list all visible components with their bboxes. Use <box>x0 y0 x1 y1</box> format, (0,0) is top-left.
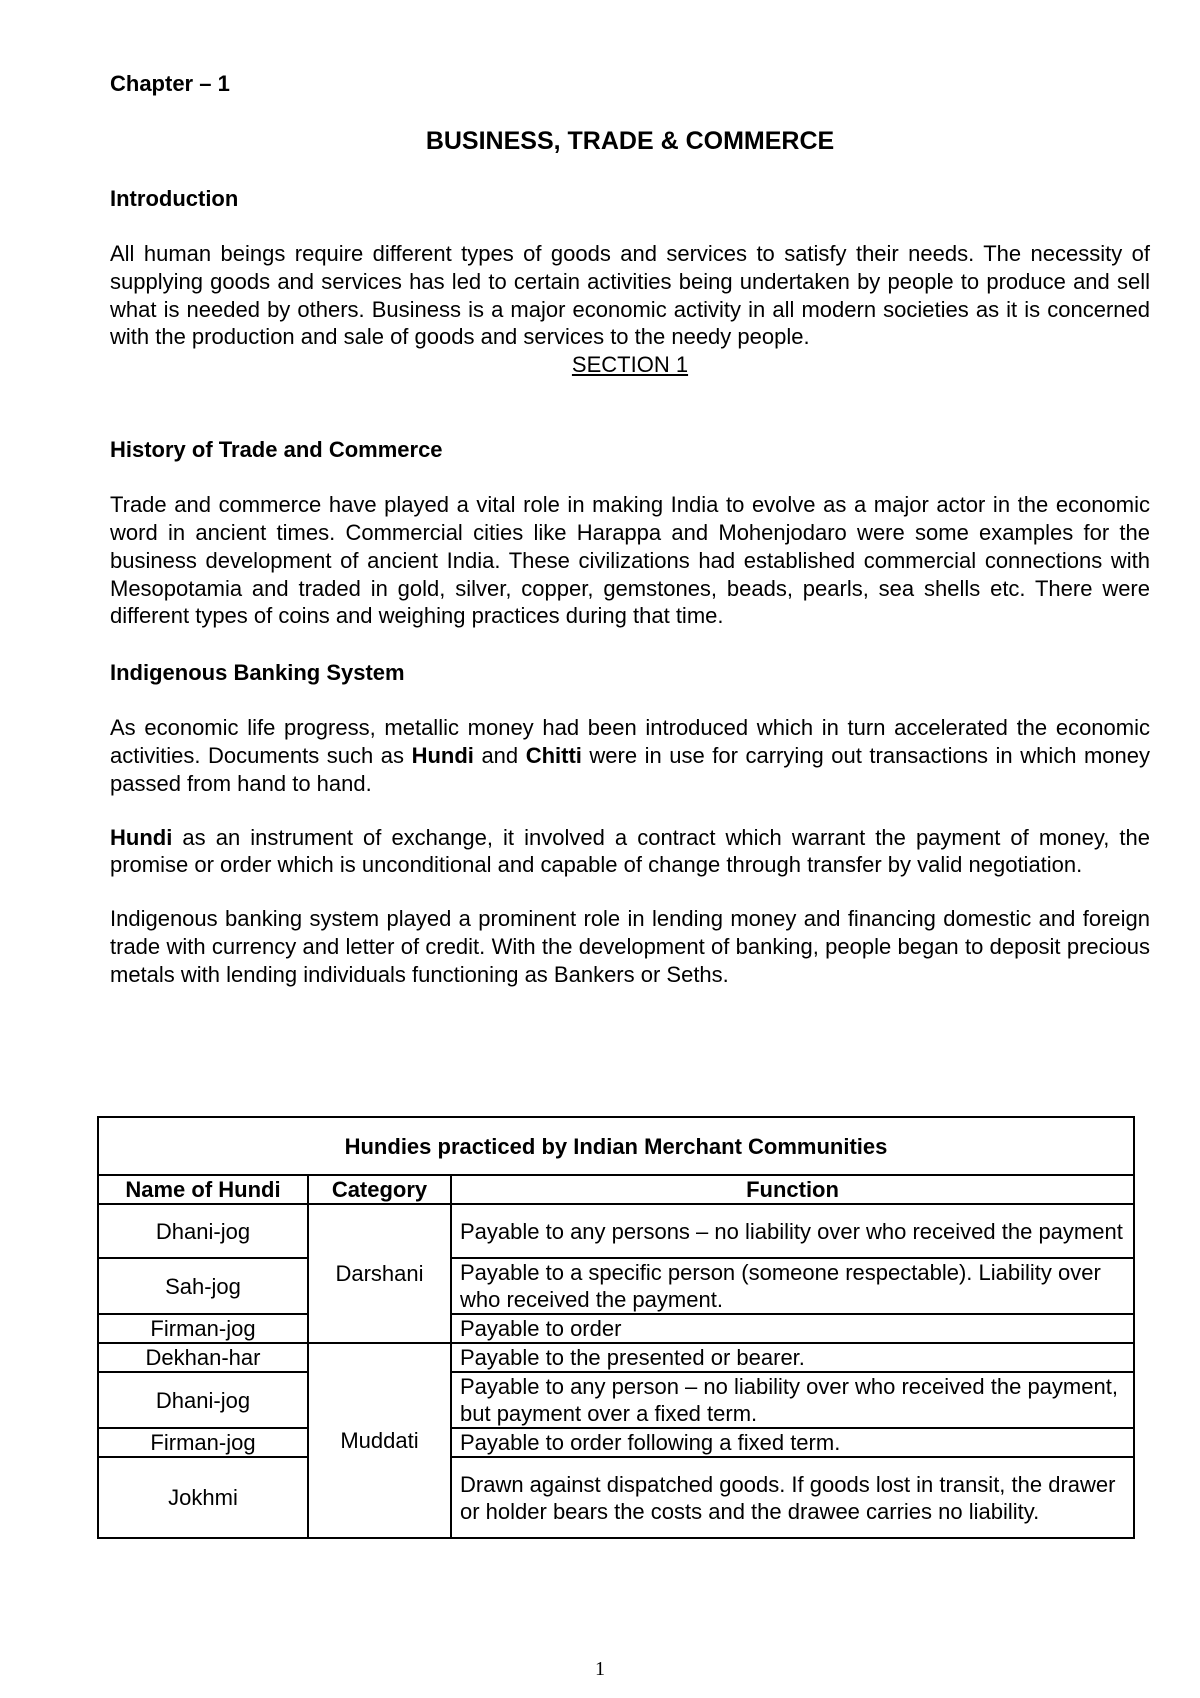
table-row <box>98 1372 1134 1428</box>
intro-paragraph: All human beings require different types of goods and services to satisfy their needs. The necessity of supplying goods and services has led to certain activities being undertaken by people to produce and sell what is needed by others. Business is a major economic activity in all modern societies as it is concerned with the production and sale of goods and services to the needy people. <box>110 241 1150 350</box>
hundi-name: Jokhmi <box>98 1457 308 1538</box>
hundi-name: Dekhan-har <box>98 1343 308 1372</box>
hundi-function: Payable to order <box>451 1314 1134 1343</box>
hundi-name: Dhani-jog <box>98 1372 308 1428</box>
table-caption: Hundies practiced by Indian Merchant Communities <box>98 1117 1134 1175</box>
banking-paragraph-1: As economic life progress, metallic money had been introduced which in turn accelerated the economic activities. Documents such as Hundi and Chitti were in use for carrying out transactions in which money passed from hand to hand. <box>110 715 1151 796</box>
hundi-name: Firman-jog <box>98 1428 308 1457</box>
hundi-function: Payable to a specific person (someone respectable). Liability over who received the payment. <box>451 1258 1134 1314</box>
section-label: SECTION 1 <box>571 352 689 378</box>
table-row <box>98 1343 1134 1372</box>
header-category: Category <box>308 1175 451 1204</box>
table-row <box>98 1457 1134 1538</box>
hundi-function: Payable to order following a fixed term. <box>451 1428 1134 1457</box>
document-page <box>110 68 1150 989</box>
hundi-function: Payable to any persons – no liability over who received the payment <box>451 1204 1134 1258</box>
table-header-row <box>98 1175 1134 1204</box>
category-cell: Muddati <box>308 1343 451 1538</box>
intro-heading: Introduction <box>110 186 239 211</box>
table-row <box>98 1258 1134 1314</box>
hundi-name: Sah-jog <box>98 1258 308 1314</box>
page-number: 1 <box>595 1658 605 1680</box>
hundi-name: Firman-jog <box>98 1314 308 1343</box>
category-cell: Darshani <box>308 1204 451 1343</box>
banking-paragraph-3: Indigenous banking system played a prominent role in lending money and financing domestic and foreign trade with currency and letter of credit. With the development of banking, people began to deposit precious metals with lending individuals functioning as Bankers or Seths. <box>110 906 1150 987</box>
hundi-table <box>97 1116 1135 1539</box>
history-paragraph: Trade and commerce have played a vital role in making India to evolve as a major actor in the economic word in ancient times. Commercial cities like Harappa and Mohenjodaro were some examples for the business development of ancient India. These civilizations had established commercial connections with Mesopotamia and traded in gold, silver, copper, gemstones, beads, pearls, sea shells etc. There were different types of coins and weighing practices during that time. <box>110 492 1150 629</box>
banking-paragraph-2: Hundi as an instrument of exchange, it involved a contract which warrant the payment of money, the promise or order which is unconditional and capable of change through transfer by valid negotiation. <box>110 824 1150 878</box>
hundi-function: Payable to the presented or bearer. <box>451 1343 1134 1372</box>
history-heading: History of Trade and Commerce <box>110 437 443 463</box>
chapter-label: Chapter – 1 <box>110 71 230 96</box>
header-function: Function <box>451 1175 1134 1204</box>
hundi-function: Drawn against dispatched goods. If goods lost in transit, the drawer or holder bears the costs and the drawee carries no liability. <box>451 1457 1134 1538</box>
table-row <box>98 1428 1134 1457</box>
hundi-term: Hundi <box>411 742 474 768</box>
chitti-term: Chitti <box>525 742 582 768</box>
header-name: Name of Hundi <box>98 1175 308 1204</box>
hundi-term: Hundi <box>110 824 173 850</box>
banking-heading: Indigenous Banking System <box>110 660 405 686</box>
document-title: BUSINESS, TRADE & COMMERCE <box>425 127 835 155</box>
table-row <box>98 1204 1134 1258</box>
table-caption-row <box>98 1117 1134 1175</box>
hundi-name: Dhani-jog <box>98 1204 308 1258</box>
hundi-function: Payable to any person – no liability over who received the payment, but payment over a fixed term. <box>451 1372 1134 1428</box>
table-row <box>98 1314 1134 1343</box>
